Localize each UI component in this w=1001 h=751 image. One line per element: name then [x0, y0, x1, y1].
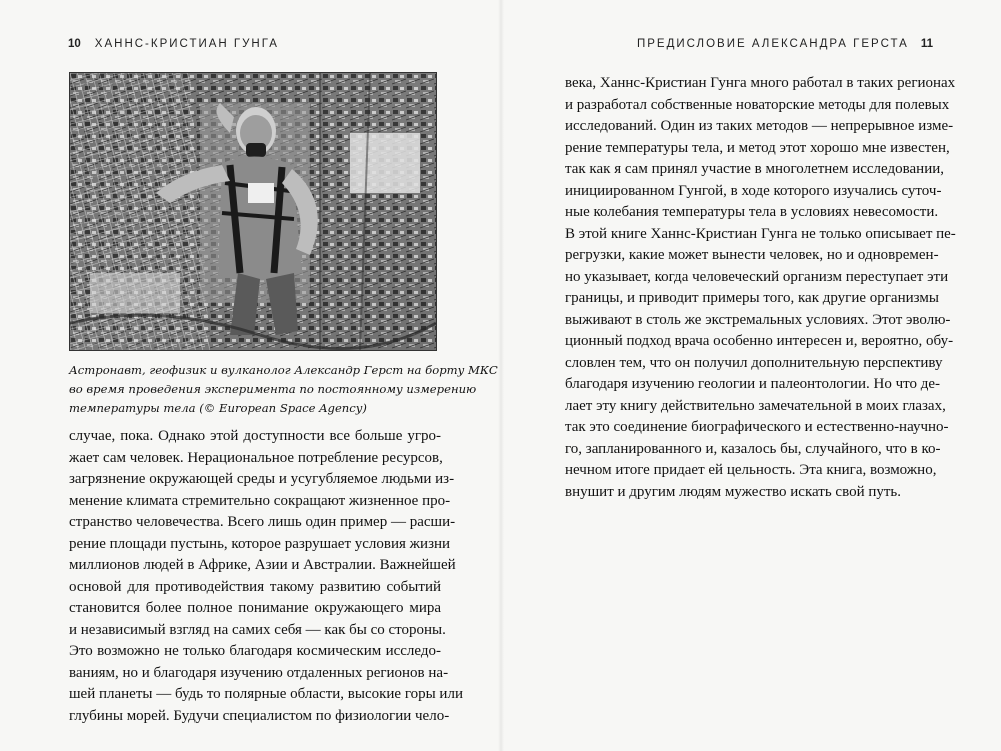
text-line: случае, пока. Однако этой доступности все больше угро- — [69, 428, 441, 444]
text-line: лает эту книгу действительно замечательной в моих глазах, — [565, 397, 946, 414]
text-line: шей планеты — будь то полярные области, высокие горы или — [69, 686, 463, 702]
text-line: В этой книге Ханнс-Кристиан Гунга не только описывает пе- — [565, 225, 956, 242]
left-running-title: ХАННС-КРИСТИАН ГУНГА — [94, 38, 279, 50]
right-running-title: ПРЕДИСЛОВИЕ АЛЕКСАНДРА ГЕРСТА — [636, 38, 909, 50]
caption-line: Астронавт, геофизик и вулканолог Александр Герст на борту МКС — [69, 363, 498, 377]
text-line: загрязнение окружающей среды и усугубляемое людьми из- — [69, 471, 455, 487]
text-line: глубины морей. Будучи специалистом по физиологии чело- — [69, 707, 450, 724]
text-line: становится более полное понимание окружающего мира — [69, 600, 441, 616]
page-gutter — [498, 0, 504, 751]
astronaut-photo — [69, 72, 437, 351]
text-line: странство человечества. Всего лишь один пример — расши- — [69, 514, 456, 530]
text-line: основой для противодействия такому развитию событий — [69, 578, 441, 595]
text-line: и разработал собственные новаторские методы для полевых — [565, 96, 950, 113]
text-line: нечном итоге придает ей цельность. Эта книга, возможно, — [565, 462, 937, 478]
left-page-header — [68, 36, 279, 52]
text-line: границы, и приводит примеры того, как другие организмы — [565, 290, 939, 306]
left-body-text — [69, 426, 463, 727]
text-line: внушит и другим людям мужество искать свой путь. — [565, 483, 902, 500]
text-line: рение площади пустынь, которое разрушает условия жизни — [69, 535, 451, 552]
right-body-text — [565, 73, 956, 503]
text-line: выживают в столь же экстремальных условиях. Этот эволю- — [565, 311, 951, 328]
text-line: но указывает, когда человеческий организм переступает эти — [565, 268, 949, 285]
text-line: Это возможно не только благодаря космическим исследо- — [69, 643, 441, 659]
text-line: так как я сам принял участие в многолетнем исследовании, — [565, 161, 944, 177]
text-line: инициированном Гунгой, в ходе которого изучались суточ- — [565, 182, 942, 199]
text-line: века, Ханнс-Кристиан Гунга много работал в таких регионах — [565, 75, 956, 91]
photo-caption — [69, 361, 498, 418]
text-line: словлен тем, что он получил дополнительную перспективу — [565, 354, 943, 371]
text-line: ваниям, но и благодаря изучению отдаленных регионов на- — [69, 664, 449, 681]
text-line: миллионов людей в Африке, Азии и Австралии. Важнейшей — [69, 557, 456, 573]
text-line: рение температуры тела, и метод этот хорошо мне известен, — [565, 139, 950, 156]
text-line: го, запланированного и, казалось бы, случайного, что в ко- — [565, 440, 941, 457]
text-line: так это соединение биографического и естественно-научно- — [565, 419, 949, 435]
text-line: менение климата стремительно сокращают жизненное про- — [69, 492, 451, 509]
caption-line: температуры тела (© European Space Agency) — [69, 401, 367, 415]
left-page-number: 10 — [68, 38, 81, 50]
text-line: исследований. Один из таких методов — непрерывное изме- — [565, 118, 954, 134]
right-page-number: 11 — [920, 38, 933, 50]
text-line: жает сам человек. Нерациональное потребление ресурсов, — [69, 449, 443, 466]
caption-line: во время проведения эксперимента по постоянному измерению — [69, 382, 477, 396]
text-line: ционный подход врача особенно интересен и, вероятно, обу- — [565, 333, 954, 349]
right-page-header — [637, 36, 933, 52]
text-line: благодаря изучению геологии и палеонтологии. Но что де- — [565, 376, 941, 392]
text-line: ные колебания температуры тела в условиях невесомости. — [565, 204, 939, 220]
text-line: регрузки, какие может вынести человек, но и одновремен- — [565, 247, 939, 263]
text-line: и независимый взгляд на самих себя — как бы со стороны. — [69, 621, 446, 638]
